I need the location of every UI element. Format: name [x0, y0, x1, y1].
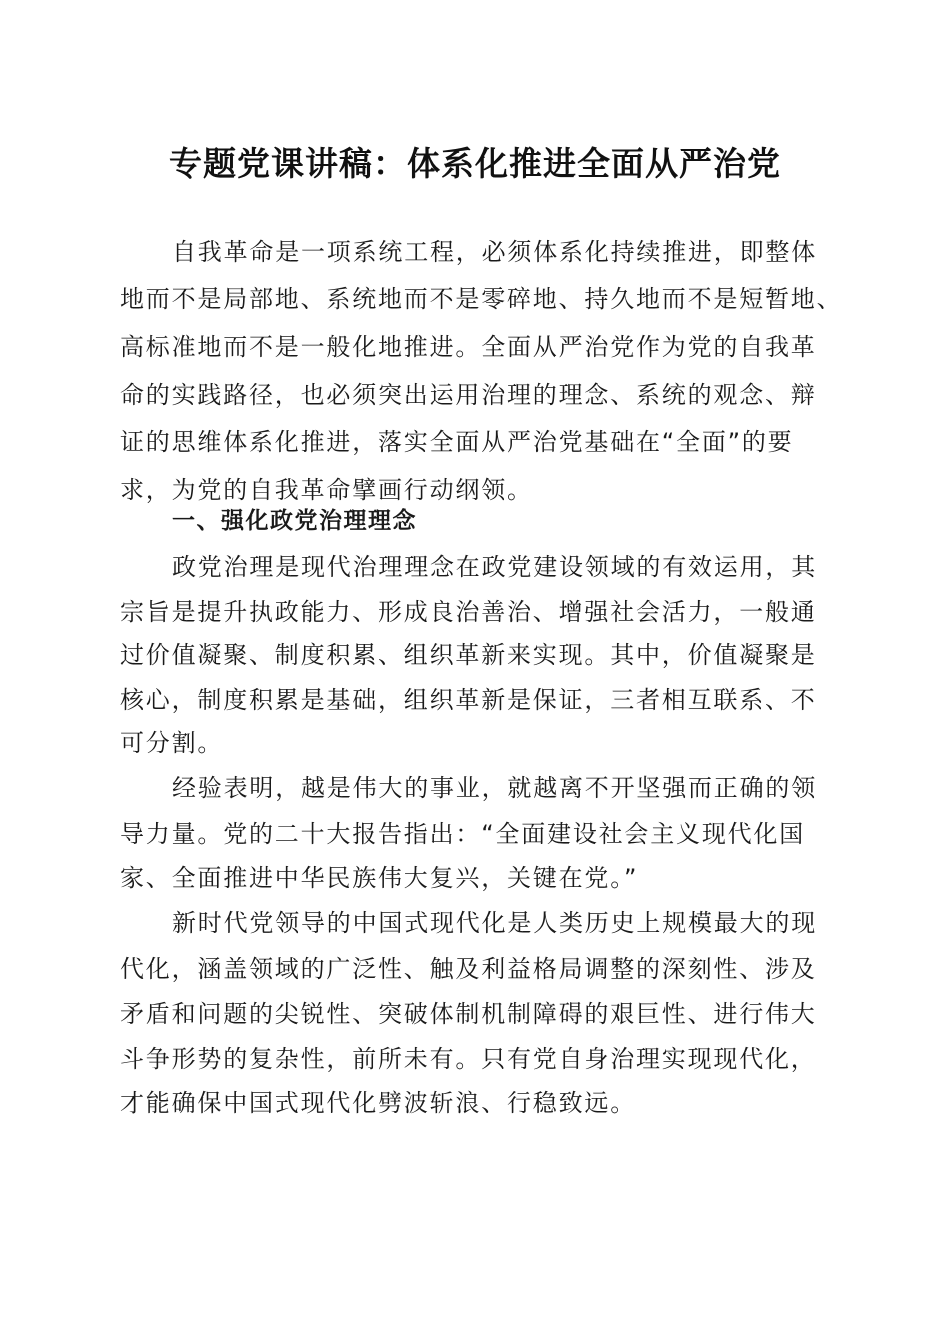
- paragraph-line: 斗争形势的复杂性，前所未有。只有党自身治理实现现代化，: [120, 1045, 817, 1073]
- section-heading: 一、强化政党治理理念: [172, 508, 417, 534]
- paragraph-line: 命的实践路径，也必须突出运用治理的理念、系统的观念、辩: [120, 381, 817, 409]
- paragraph-line: 矛盾和问题的尖锐性、突破体制机制障碍的艰巨性、进行伟大: [120, 1000, 817, 1028]
- paragraph-line: 高标准地而不是一般化地推进。全面从严治党作为党的自我革: [120, 333, 817, 361]
- paragraph-line: 自我革命是一项系统工程，必须体系化持续推进，即整体: [172, 238, 817, 266]
- paragraph-line: 导力量。党的二十大报告指出：“全面建设社会主义现代化国: [120, 820, 806, 848]
- paragraph-line: 才能确保中国式现代化劈波斩浪、行稳致远。: [120, 1089, 636, 1117]
- paragraph-line: 政党治理是现代治理理念在政党建设领域的有效运用，其: [172, 553, 817, 581]
- paragraph-line: 经验表明，越是伟大的事业，就越离不开坚强而正确的领: [172, 774, 817, 802]
- paragraph-line: 家、全面推进中华民族伟大复兴，关键在党。”: [120, 864, 639, 892]
- paragraph-line: 宗旨是提升执政能力、形成良治善治、增强社会活力，一般通: [120, 598, 817, 626]
- paragraph-line: 代化，涵盖领域的广泛性、触及利益格局调整的深刻性、涉及: [120, 955, 817, 983]
- paragraph-line: 新时代党领导的中国式现代化是人类历史上规模最大的现: [172, 909, 817, 937]
- paragraph-line: 核心，制度积累是基础，组织革新是保证，三者相互联系、不: [120, 686, 817, 714]
- paragraph-line: 地而不是局部地、系统地而不是零碎地、持久地而不是短暂地、: [120, 285, 843, 313]
- paragraph-line: 可分割。: [120, 729, 224, 757]
- paragraph-line: 证的思维体系化推进，落实全面从严治党基础在“全面”的要: [120, 428, 794, 456]
- paragraph-line: 过价值凝聚、制度积累、组织革新来实现。其中，价值凝聚是: [120, 641, 817, 669]
- document-title: 专题党课讲稿：体系化推进全面从严治党: [169, 144, 781, 183]
- paragraph-line: 求，为党的自我革命擘画行动纲领。: [120, 476, 533, 504]
